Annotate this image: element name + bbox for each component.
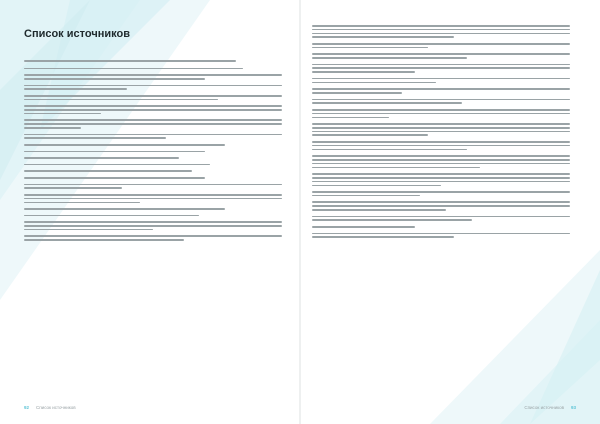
reference-text-line: [312, 233, 570, 235]
reference-text-line: [24, 229, 153, 231]
reference-text-line: [24, 68, 243, 70]
reference-entry: [24, 74, 282, 79]
reference-entry: [312, 123, 570, 136]
reference-entry: [24, 184, 282, 189]
reference-text-line: [312, 219, 472, 221]
reference-text-line: [24, 60, 236, 62]
reference-text-line: [24, 235, 282, 237]
page-number-right: 93: [570, 405, 576, 410]
page-title: Список источников: [24, 28, 130, 40]
reference-text-line: [24, 157, 179, 159]
reference-entry: [24, 60, 282, 62]
reference-text-line: [312, 236, 454, 238]
reference-text-line: [312, 25, 570, 27]
reference-entry: [24, 164, 282, 166]
reference-text-line: [312, 167, 480, 169]
reference-entry: [312, 64, 570, 73]
reference-text-line: [24, 74, 282, 76]
reference-text-line: [312, 99, 570, 101]
reference-text-line: [312, 127, 570, 129]
reference-entry: [312, 226, 570, 228]
reference-text-line: [24, 134, 282, 136]
reference-entry: [24, 170, 282, 172]
reference-text-line: [24, 202, 140, 204]
reference-text-line: [24, 208, 225, 210]
reference-text-line: [312, 155, 570, 157]
reference-text-line: [312, 57, 467, 59]
reference-text-line: [24, 194, 282, 196]
reference-text-line: [24, 151, 205, 153]
reference-text-line: [312, 29, 570, 31]
reference-text-line: [312, 53, 570, 55]
reference-text-line: [24, 119, 282, 121]
reference-entry: [24, 215, 282, 217]
reference-text-line: [24, 109, 282, 111]
reference-text-line: [312, 117, 389, 119]
reference-text-line: [24, 123, 282, 125]
reference-text-line: [312, 123, 570, 125]
reference-text-line: [312, 181, 570, 183]
reference-text-line: [24, 88, 127, 90]
reference-text-line: [24, 198, 282, 200]
reference-text-line: [312, 195, 420, 197]
reference-text-line: [24, 105, 282, 107]
reference-text-line: [312, 191, 570, 193]
reference-text-line: [24, 215, 199, 217]
reference-text-line: [312, 71, 415, 73]
reference-text-line: [24, 184, 282, 186]
reference-entry: [312, 173, 570, 186]
reference-entry: [312, 155, 570, 168]
page-spine: [299, 0, 301, 424]
reference-text-line: [312, 67, 570, 69]
reference-entry: [312, 233, 570, 238]
reference-entry: [312, 216, 570, 221]
reference-text-line: [24, 137, 166, 139]
reference-text-line: [24, 144, 225, 146]
reference-text-line: [312, 177, 570, 179]
reference-text-line: [312, 78, 570, 80]
reference-text-line: [312, 88, 570, 90]
reference-entry: [312, 99, 570, 104]
reference-text-line: [312, 205, 570, 207]
reference-entry: [24, 157, 282, 159]
reference-text-line: [312, 149, 467, 151]
reference-text-line: [312, 109, 570, 111]
reference-entry: [24, 208, 282, 210]
reference-text-line: [312, 131, 570, 133]
reference-list-left: [24, 60, 282, 243]
reference-text-line: [312, 64, 570, 66]
reference-text-line: [312, 134, 428, 136]
reference-text-line: [312, 36, 454, 38]
reference-text-line: [24, 164, 210, 166]
page-number-left: 92: [24, 405, 30, 410]
reference-entry: [24, 119, 282, 128]
reference-entry: [24, 235, 282, 240]
reference-text-line: [312, 216, 570, 218]
reference-text-line: [312, 201, 570, 203]
reference-entry: [312, 53, 570, 58]
reference-entry: [312, 43, 570, 48]
reference-text-line: [312, 47, 428, 49]
reference-text-line: [312, 33, 570, 35]
reference-entry: [312, 88, 570, 93]
reference-entry: [312, 141, 570, 150]
reference-text-line: [24, 221, 282, 223]
reference-entry: [312, 78, 570, 83]
reference-entry: [312, 201, 570, 210]
reference-text-line: [312, 141, 570, 143]
reference-entry: [24, 194, 282, 203]
reference-text-line: [312, 113, 570, 115]
reference-text-line: [24, 239, 184, 241]
reference-text-line: [24, 170, 192, 172]
reference-text-line: [24, 95, 282, 97]
reference-text-line: [312, 226, 415, 228]
reference-text-line: [312, 92, 402, 94]
reference-entry: [24, 105, 282, 114]
reference-entry: [312, 191, 570, 196]
reference-text-line: [24, 127, 81, 129]
reference-entry: [312, 25, 570, 38]
reference-text-line: [24, 85, 282, 87]
reference-text-line: [312, 102, 462, 104]
reference-text-line: [24, 187, 122, 189]
reference-text-line: [312, 82, 436, 84]
reference-entry: [24, 85, 282, 90]
reference-entry: [312, 109, 570, 118]
reference-text-line: [24, 78, 205, 80]
reference-text-line: [312, 209, 446, 211]
reference-text-line: [24, 177, 205, 179]
reference-text-line: [312, 163, 570, 165]
reference-text-line: [312, 159, 570, 161]
reference-text-line: [312, 145, 570, 147]
reference-text-line: [312, 185, 441, 187]
reference-text-line: [312, 43, 570, 45]
reference-entry: [24, 151, 282, 153]
reference-entry: [24, 134, 282, 139]
reference-entry: [24, 144, 282, 146]
reference-entry: [24, 221, 282, 230]
reference-list-right: [312, 25, 570, 240]
reference-text-line: [312, 173, 570, 175]
footer-label-left: Список источников: [36, 405, 76, 410]
reference-text-line: [24, 99, 218, 101]
reference-text-line: [24, 113, 101, 115]
reference-entry: [24, 177, 282, 179]
reference-text-line: [24, 225, 282, 227]
reference-entry: [24, 68, 282, 70]
footer-label-right: Список источников: [524, 405, 564, 410]
reference-entry: [24, 95, 282, 100]
